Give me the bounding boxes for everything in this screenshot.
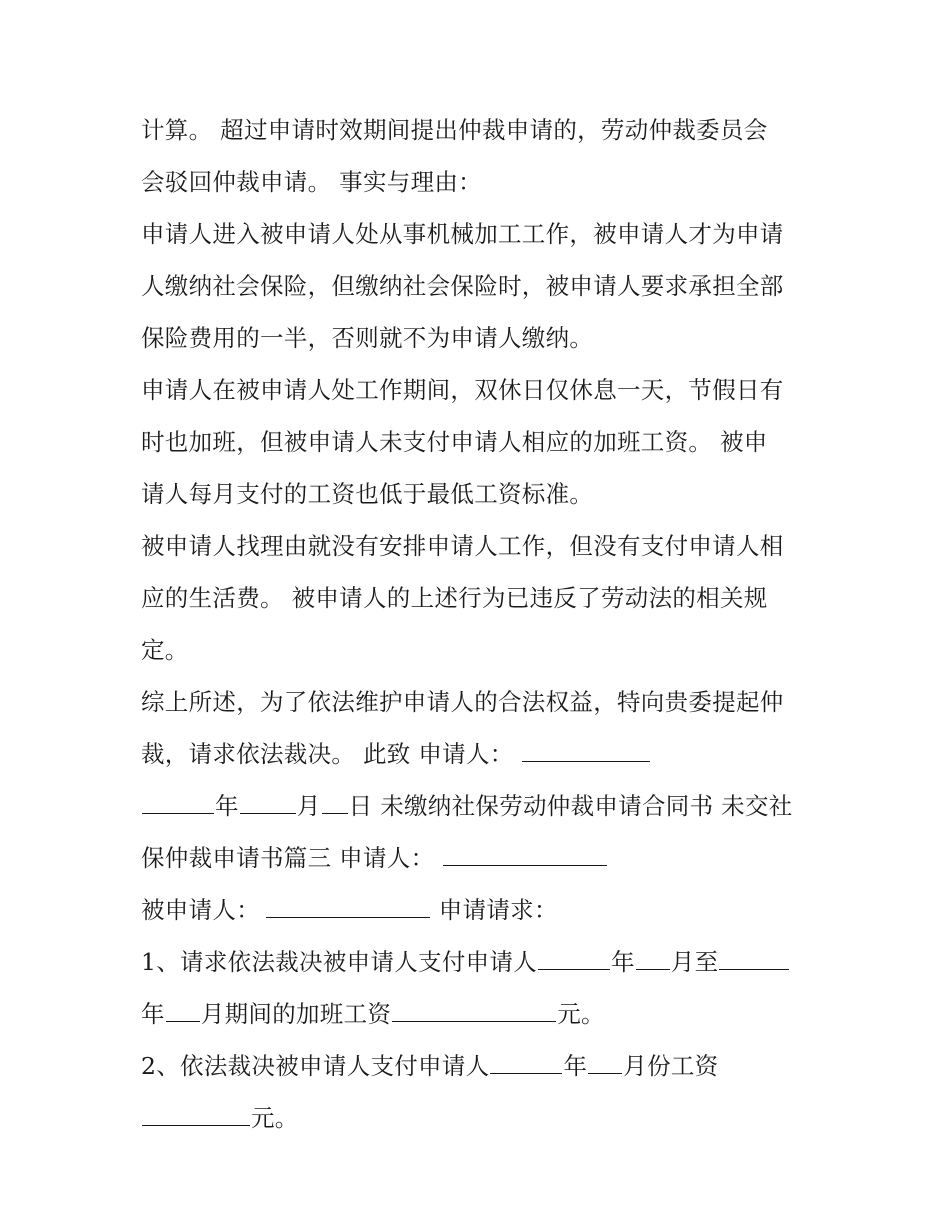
text-segment: 裁，请求依法裁决。 此致 申请人： (141, 740, 514, 768)
text-segment: 月期间的加班工资 (200, 1000, 392, 1028)
applicant-blank (522, 739, 650, 762)
text-line: 应的生活费。 被申请人的上述行为已违反了劳动法的相关规 (141, 584, 768, 612)
year-blank (719, 947, 789, 970)
text-line: 申请人在被申请人处工作期间，双休日仅休息一天，节假日有 (141, 376, 784, 404)
amount-blank (142, 1103, 250, 1126)
text-line: 保险费用的一半，否则就不为申请人缴纳。 (141, 324, 594, 352)
text-segment: 月份工资 (623, 1052, 719, 1080)
text-line: 申请人进入被申请人处从事机械加工工作，被申请人才为申请 (141, 220, 784, 248)
request-item-1 (141, 947, 790, 977)
text-segment: 年 (141, 1000, 165, 1028)
text-line-signature (141, 739, 651, 769)
text-line: 定。 (141, 636, 189, 664)
text-segment: 年 (611, 948, 635, 976)
amount-blank (392, 999, 556, 1022)
text-segment: 月 (296, 792, 321, 820)
month-blank (588, 1051, 622, 1074)
applicant-blank (443, 843, 607, 866)
day-blank (322, 791, 348, 814)
text-segment: 元。 (557, 1000, 605, 1028)
request-item-2 (141, 1051, 718, 1081)
text-segment: 1、请求依法裁决被申请人支付申请人 (141, 948, 538, 976)
text-line: 请人每月支付的工资也低于最低工资标准。 (141, 480, 594, 508)
text-segment: 年 (215, 792, 239, 820)
text-line: 计算。 超过申请时效期间提出仲裁申请的，劳动仲裁委员会 (141, 116, 768, 144)
year-blank (538, 947, 610, 970)
month-blank (636, 947, 670, 970)
text-line-date (141, 791, 793, 821)
text-segment: 2、依法裁决被申请人支付申请人 (141, 1052, 490, 1080)
text-line: 人缴纳社会保险，但缴纳社会保险时，被申请人要求承担全部 (141, 272, 784, 300)
respondent-blank (266, 895, 430, 918)
text-line (141, 1103, 299, 1133)
text-line: 综上所述，为了依法维护申请人的合法权益，特向贵委提起仲 (141, 688, 784, 716)
text-segment: 保仲裁申请书篇三 申请人： (141, 844, 435, 872)
text-line: 被申请人找理由就没有安排申请人工作，但没有支付申请人相 (141, 532, 784, 560)
text-line (141, 999, 605, 1029)
text-line: 时也加班，但被申请人未支付申请人相应的加班工资。 被申 (141, 428, 768, 456)
year-blank (142, 791, 214, 814)
text-segment: 月至 (670, 948, 719, 976)
text-segment: 日 未缴纳社保劳动仲裁申请合同书 未交社 (348, 792, 793, 820)
month-blank (166, 999, 200, 1022)
text-segment: 被申请人： (141, 896, 260, 924)
text-line (141, 895, 558, 925)
text-segment: 年 (563, 1052, 588, 1080)
month-blank (240, 791, 296, 814)
text-segment: 申请请求： (431, 896, 558, 924)
year-blank (490, 1051, 562, 1074)
text-line (141, 843, 608, 873)
text-line: 会驳回仲裁申请。 事实与理由： (141, 168, 482, 196)
text-segment: 元。 (251, 1104, 299, 1132)
